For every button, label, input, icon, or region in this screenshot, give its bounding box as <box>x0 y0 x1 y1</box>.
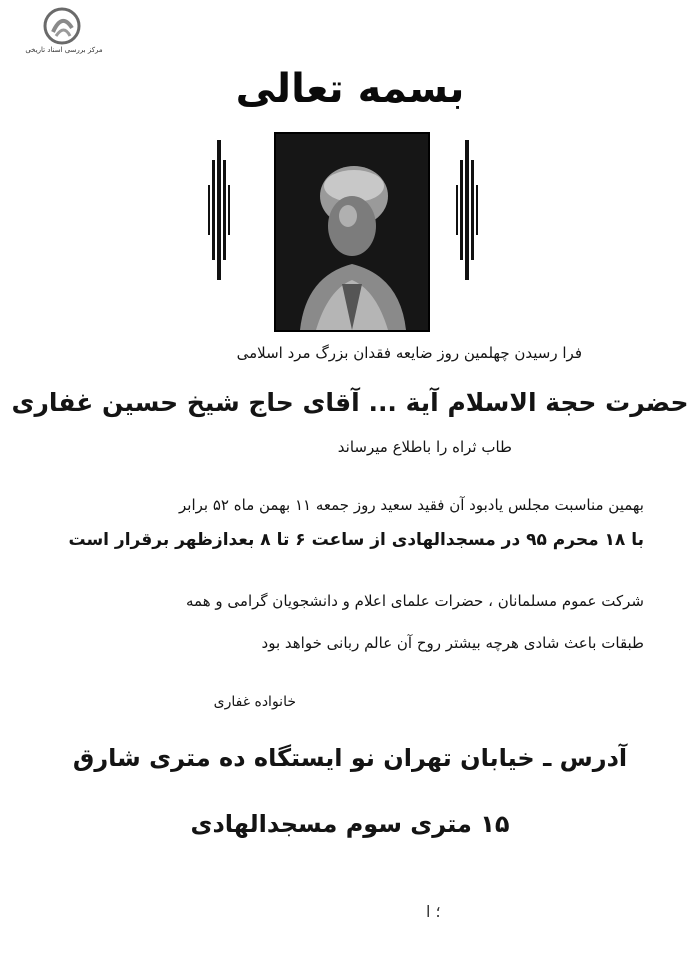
portrait-photo <box>274 132 430 332</box>
body-line-2: با ۱۸ محرم ۹۵ در مسجدالهادی از ساعت ۶ تا ۸ بعدازظهر برقرار است <box>68 530 644 550</box>
family-signature: خانواده غفاری <box>213 694 296 710</box>
basmala-heading: بسمه تعالی <box>235 66 465 112</box>
notify-line: طاب ثراه را باطلاع میرساند <box>337 438 512 456</box>
portrait-photo-icon <box>276 134 428 330</box>
archive-logo-caption: مرکز بررسی اسناد تاریخی <box>25 46 103 54</box>
right-ornament <box>456 140 478 280</box>
archive-logo <box>14 6 114 56</box>
body-line-1: بهمین مناسبت مجلس یادبود آن فقید سعید روز جمعه ۱۱ بهمن ماه ۵۲ برابر <box>179 496 644 514</box>
archive-seal-icon <box>42 6 82 46</box>
address-line-1: آدرس ـ خیابان تهران نو ایستگاه ده متری شارق <box>72 744 628 772</box>
deceased-name: حضرت حجة الاسلام آیة ... آقای حاج شیخ حسین غفاری <box>11 388 689 417</box>
body-line-4: طبقات باعث شادی هرچه بیشتر روح آن عالم ربانی خواهد بود <box>261 634 644 652</box>
body-line-3: شرکت عموم مسلمانان ، حضرات علمای اعلام و دانشجویان گرامی و همه <box>186 592 644 610</box>
intro-line: فرا رسیدن چهلمین روز ضایعه فقدان بزرگ مرد اسلامی <box>236 344 582 362</box>
left-ornament <box>208 140 230 280</box>
address-line-2: ۱۵ متری سوم مسجدالهادی <box>190 810 510 838</box>
footer-mark: ؛ ا <box>426 902 441 921</box>
